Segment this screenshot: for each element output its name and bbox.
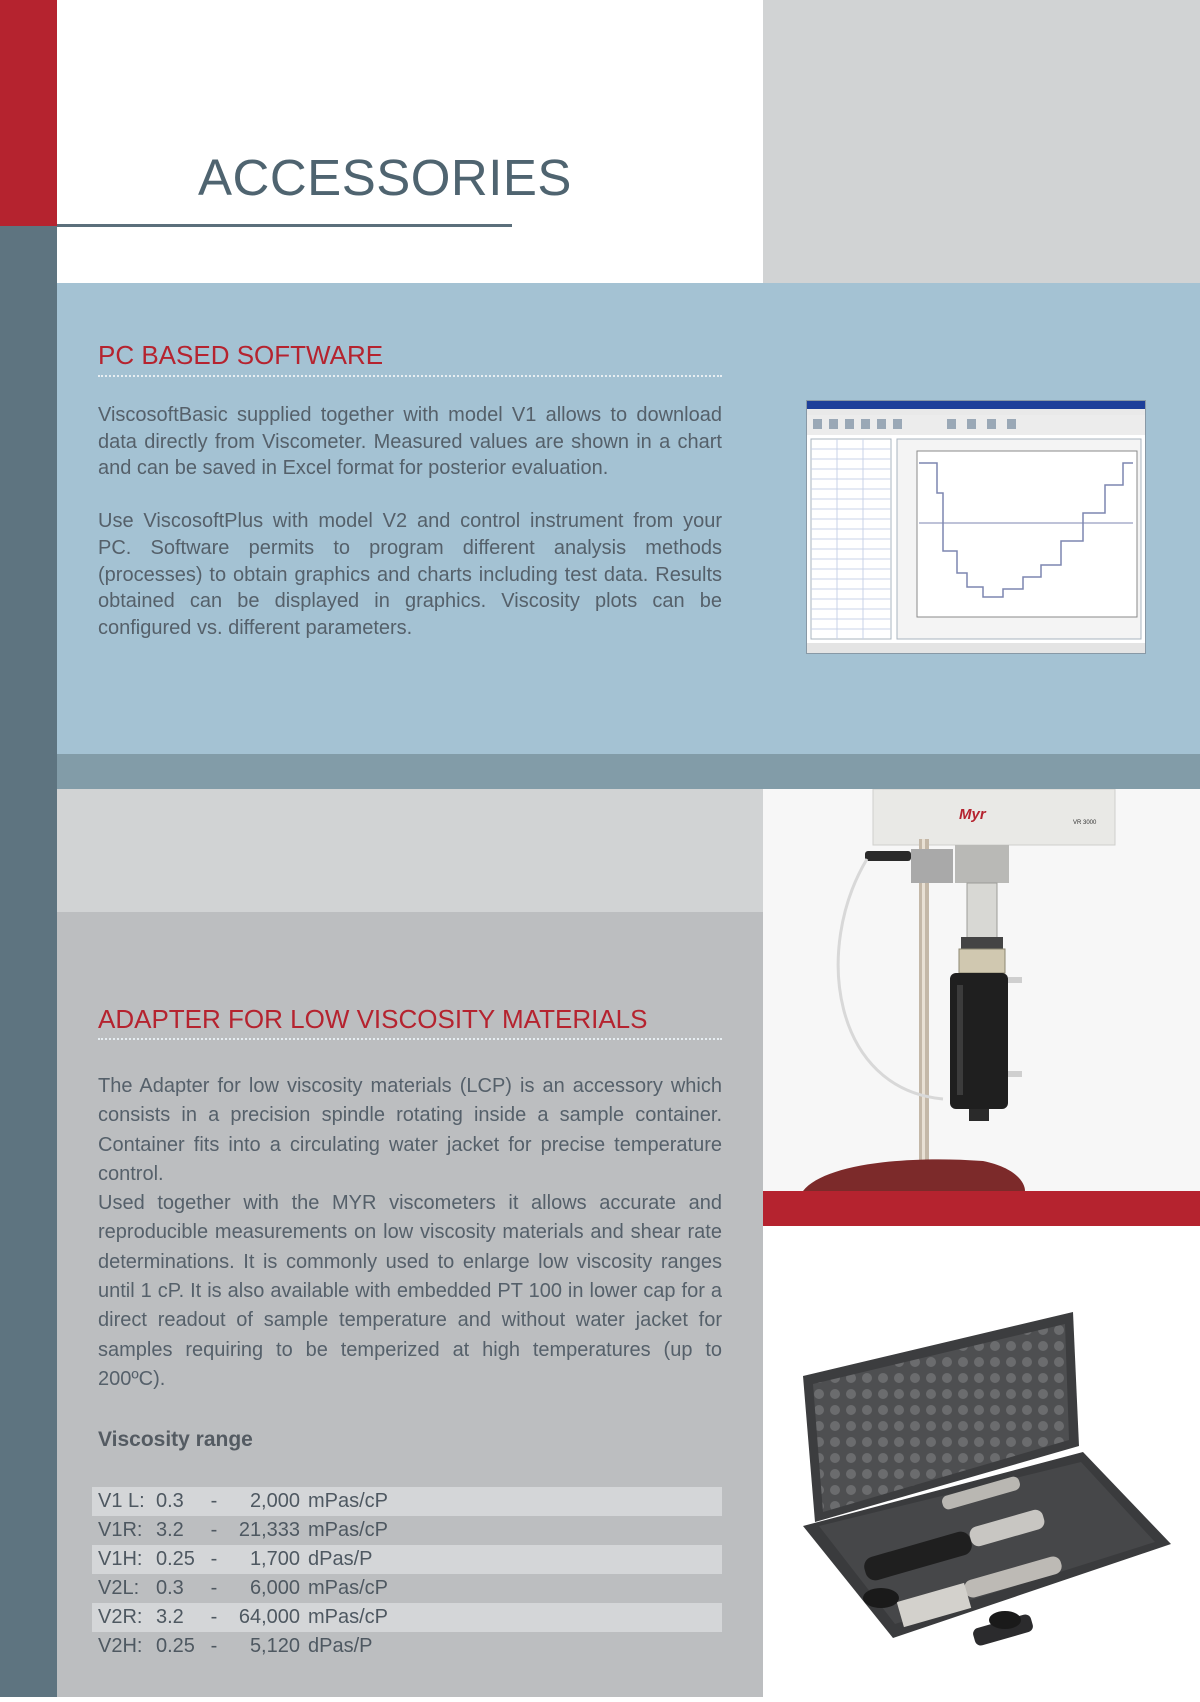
range-min: 0.25 bbox=[156, 1635, 195, 1657]
range-max: 2,000 bbox=[249, 1490, 300, 1512]
range-model: V1 L: bbox=[98, 1490, 145, 1512]
range-model: V2L: bbox=[98, 1577, 140, 1599]
range-model: V1H: bbox=[98, 1548, 143, 1570]
viscosity-range-table bbox=[92, 1487, 722, 1661]
viscometer-photo bbox=[763, 789, 1200, 1191]
range-min: 3.2 bbox=[156, 1519, 184, 1541]
title-underline bbox=[57, 224, 512, 227]
section-divider-band bbox=[57, 754, 1200, 789]
range-dash: - bbox=[210, 1606, 218, 1628]
software-window-illustration bbox=[807, 401, 1145, 653]
range-model: V2R: bbox=[98, 1606, 143, 1628]
table-row bbox=[92, 1487, 722, 1516]
adapter-paragraph: Used together with the MYR viscometers it allows accurate and reproducible measurements on low viscosity materials and shear rate determinations. It is commonly used to enlarge low viscosity ranges until 1 cP. It is also available with embedded PT 100 in lower cap for a direct readout of sample temperature and without water jacket for samples requiring to be temperized at high temperatures (up to 200ºC). bbox=[98, 1192, 722, 1390]
software-paragraph: Use ViscosoftPlus with model V2 and control instrument from your PC. Software permits to program different analysis methods (processes) to obtain graphics and charts including test data. Results obtained can be displayed in graphics. Viscosity plots can be configured vs. different parameters. bbox=[98, 510, 722, 639]
viscosity-range-title: Viscosity range bbox=[98, 1428, 253, 1451]
range-dash: - bbox=[210, 1519, 218, 1541]
table-row bbox=[92, 1632, 722, 1661]
model-tag: VR 3000 bbox=[1073, 820, 1097, 826]
range-model: V1R: bbox=[98, 1519, 143, 1541]
viscometer-illustration bbox=[763, 789, 1200, 1191]
range-min: 0.3 bbox=[156, 1577, 184, 1599]
carry-case-illustration bbox=[763, 1226, 1200, 1697]
page-title: ACCESSORIES bbox=[198, 149, 572, 206]
adapter-paragraph: The Adapter for low viscosity materials (LCP) is an accessory which consists in a precision spindle rotating inside a sample container. Container fits into a circulating water jacket for precise temperature control. bbox=[98, 1075, 722, 1185]
software-description bbox=[98, 402, 722, 642]
range-max: 5,120 bbox=[249, 1635, 300, 1657]
header-gray-block bbox=[763, 0, 1200, 283]
range-min: 0.3 bbox=[156, 1490, 184, 1512]
adapter-top-block bbox=[57, 789, 763, 912]
range-unit: mPas/cP bbox=[308, 1519, 389, 1541]
range-max: 1,700 bbox=[249, 1548, 300, 1570]
range-unit: dPas/P bbox=[308, 1635, 373, 1657]
table-row bbox=[92, 1516, 722, 1545]
range-max: 21,333 bbox=[238, 1519, 300, 1541]
range-unit: dPas/P bbox=[308, 1548, 373, 1570]
range-max: 64,000 bbox=[238, 1606, 300, 1628]
range-min: 3.2 bbox=[156, 1606, 184, 1628]
range-unit: mPas/cP bbox=[308, 1490, 389, 1512]
adapter-description bbox=[98, 1072, 722, 1394]
software-screenshot bbox=[806, 400, 1146, 654]
left-slate-strip bbox=[0, 226, 57, 1697]
range-max: 6,000 bbox=[249, 1577, 300, 1599]
range-dash: - bbox=[210, 1490, 218, 1512]
table-row bbox=[92, 1574, 722, 1603]
accent-red-bar bbox=[763, 1191, 1200, 1226]
range-dash: - bbox=[210, 1548, 218, 1570]
heading-dotted-rule bbox=[98, 1038, 722, 1040]
range-model: V2H: bbox=[98, 1635, 143, 1657]
adapter-heading: ADAPTER FOR LOW VISCOSITY MATERIALS bbox=[98, 1004, 648, 1034]
brand-label: Myr bbox=[959, 806, 986, 823]
range-unit: mPas/cP bbox=[308, 1577, 389, 1599]
table-row bbox=[92, 1545, 722, 1574]
left-accent-strip bbox=[0, 0, 57, 226]
range-unit: mPas/cP bbox=[308, 1606, 389, 1628]
software-heading: PC BASED SOFTWARE bbox=[98, 340, 384, 370]
heading-dotted-rule bbox=[98, 375, 722, 377]
table-row bbox=[92, 1603, 722, 1632]
software-paragraph: ViscosoftBasic supplied together with model V1 allows to download data directly from Viscometer. Measured values are shown in a chart and can be saved in Excel format for posterior evaluation. bbox=[98, 404, 722, 480]
carry-case-photo bbox=[763, 1226, 1200, 1697]
range-dash: - bbox=[210, 1577, 218, 1599]
range-min: 0.25 bbox=[156, 1548, 195, 1570]
range-dash: - bbox=[210, 1635, 218, 1657]
